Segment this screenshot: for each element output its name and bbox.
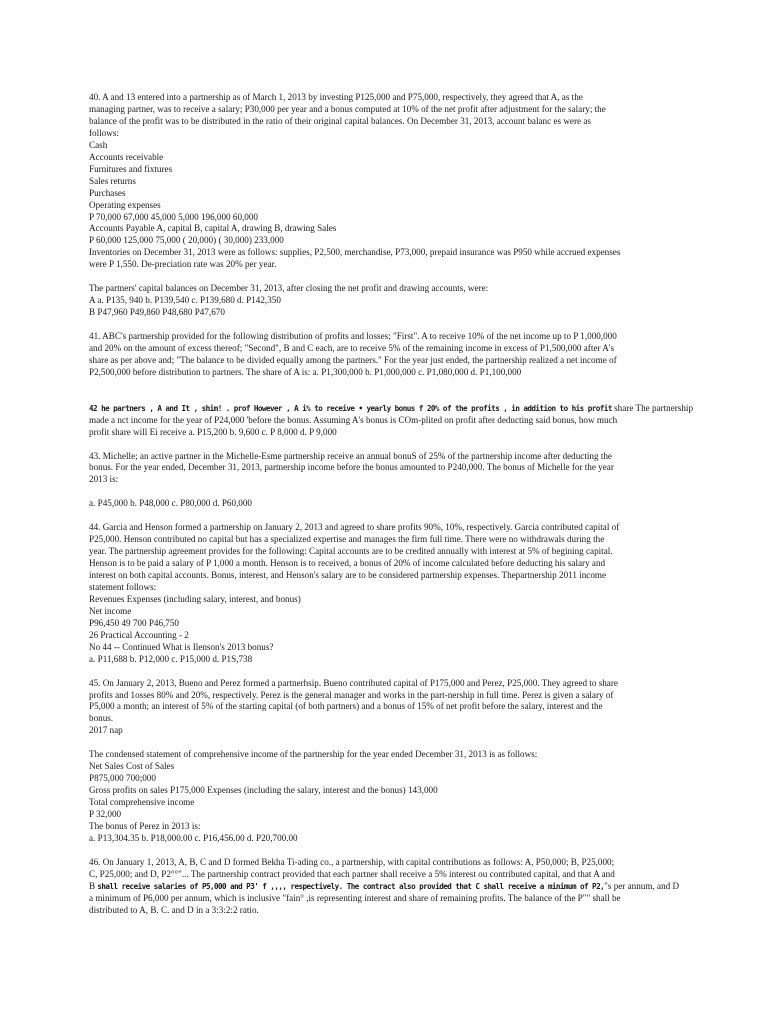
document-page [89,92,694,917]
q44-line: Revenues Expenses (including salary, interest, and bonus) [89,593,301,604]
q45-followup-line: Total comprehensive income [89,797,195,808]
q44-line: year. The partnership agreement provides for the following: Capital accounts are to be credited annually with interest at 5% of begining capital. [89,546,613,557]
q40-line: Accounts Payable A, capital B, capital A, drawing B, drawing Sales [89,223,337,234]
q40-line: were P 1,550. De-preciation rate was 20% per year. [89,259,277,270]
q40-line: Accounts receivable [89,151,164,162]
q45-followup-line: Net Sales Cost of Sales [89,761,175,772]
q46-line: C, P25,000; and D, P2°°"... The partnership contract provided that each partner shall receive a 5% interest ou contributed capital, and that A and [89,868,615,879]
q40-followup-line: The partners' capital balances on December 31, 2013, after closing the net profit and drawing accounts, were: [89,283,489,294]
q40-line: balance of the profit was to be distributed in the ratio of their original capital balances. On December 31, 2013, account balanc es were as [89,115,591,126]
q40-line: follows: [89,127,119,138]
q46-mixed-start: B [89,880,98,891]
question-40-followup [89,283,689,319]
q45-followup-line: a. P13,304.35 b. P18,000.00 c. P16,456.00 d. P20,700.00 [89,832,298,843]
question-40 [89,92,689,271]
question-44 [89,522,689,665]
question-46 [89,857,689,917]
q43-choices: a. P45,000 b. P48,000 c. P80,000 d. P60,000 [89,498,252,509]
q40-followup-line: B P47,960 P49,860 P48,680 P47,670 [89,307,225,318]
q41-line: 41. ABC's partnership provided for the following distribution of profits and losses; "First". A to receive 10% of the net income up to P 1,000,000 [89,331,617,342]
question-41 [89,331,689,379]
q45-followup-line: The condensed statement of comprehensive income of the partnership for the year ended December 31, 2013 is as follows: [89,749,538,760]
q44-line: statement follows: [89,581,157,592]
q43-line: 43. Michelle; an active partner in the Michelle-Esme partnership receive an annual bonuS of 25% of the partnership income after deducting the [89,450,612,461]
q42-line: profit share will Ei receive a. P15,200 b. 9,600 c. P 8,000 d. P 9,000 [89,426,337,437]
q40-line: Purchases [89,187,126,198]
q46-line: a minimum of P6,000 per annum, which is inclusive "fain° ,is representing interest and share of remaining profits. The balance of the P"" shall be [89,892,621,903]
q45-followup-line: P875,000 700;000 [89,773,156,784]
q42-line: made a nct income for the year of P24,000 'before the bonus. Assuming A's bonus is COm-plited on profit after deducting said bonus, how much [89,414,618,425]
q44-line: P96,450 49 700 P46,750 [89,617,179,628]
question-45-followup [89,749,689,845]
q41-line: share as per above and; "The balance to be divided equally among the partners." For the year just ended, the partnership realized a net income of [89,354,617,365]
q40-line: Sales returns [89,175,136,186]
q42-first-line [89,402,694,415]
q45-followup-line: Gross profits on sales P175,000 Expenses (including the salary, interest and the bonus) 143,000 [89,785,438,796]
question-42 [89,402,694,439]
q44-line: interest on both capital accounts. Bonus, interest, and Henson's salary are to be considered partnership expenses. Thepartnership 2011 income [89,570,607,581]
q43-line: 2013 is: [89,474,119,485]
q46-line: 46. On January 1, 2013, A, B, C and D formed Bekha Ti-ading co., a partnership, with capital contributions as follows: A, P50,000; B, P25,000; [89,856,615,867]
q45-followup-line: The bonus of Perez in 2013 is: [89,821,201,831]
q43-line: bonus. For the year ended, December 31, 2013, partnership income before the bonus amounted to P240,000. The bonus of Michelle for the year [89,462,614,473]
q46-line: distributed to A, B. C. and D in a 3:3:2:2 ratio. [89,904,259,915]
q45-line: 2017 nap [89,725,123,736]
q44-line: 26 Practical Accounting - 2 [89,629,189,640]
q40-line: Inventories on December 31, 2013 were as follows: supplies, P2,500, merchandise, P73,000, prepaid insurance was P950 while accrued expenses [89,247,621,258]
question-43-choices [89,498,689,510]
q41-line: and 20% on the amount of excess thereof; "Second", B and C each, are to receive 5% of the remaining income in excess of P1,500,000 after A's [89,342,615,353]
q45-line: P5,000 a month; an interest of 5% of the starting capital (of both partners) and a bonus of 15% of net profit before the salary, interest and the [89,701,603,712]
q45-line: 45. On January 2, 2013, Bueno and Perez formed a partnerhsip. Bueno contributed capital of P175,000 and Perez, P25,000. They agreed to share [89,677,618,688]
q42-lead-rest: share The partnership [611,402,694,413]
q45-line: profits and 1osses 80% and 20%, respectively. Perez is the general manager and works in the part-nership in full time. Perez is given a salary of [89,689,614,700]
q40-line: Cash [89,139,108,150]
q40-line: Furnitures and fixtures [89,163,173,174]
q40-line: P 60,000 125,000 75,000 ( 20,000) ( 30,000) 233,000 [89,235,284,246]
q41-line: P2,500,000 before distribution to partners. The share of A is: a. P1,300,000 b. P1,000,000 c. P1,080,000 d. P1,100,000 [89,366,522,377]
q42-lead: 42 he partners , A and It , shim! . prof However , A i% to receive • yearly bonus f 20% of the profits , in addition to his profit [89,403,612,413]
q44-line: P25,000. Henson contributed no capital but has a specialized expertise and manages the firm full time. There were no withdrawals during the [89,534,605,545]
q44-line: 44. Garcia and Henson formed a partnership on January 2, 2013 and agreed to share profits 90%, 10%, respectively. Garcia contributed capital of [89,522,620,533]
q44-line: Net income [89,605,132,616]
question-43 [89,451,689,487]
q44-line: a. P11,688 b. P12,000 c. P15,000 d. P1S,738 [89,653,253,664]
q40-line: P 70,000 67,000 45,000 5,000 196,000 60,000 [89,211,258,222]
q46-mixed-line [89,881,689,893]
q46-mixed-end: "s per annum, and D [604,880,680,891]
q44-line: No 44 -- Continued What is Ilenson's 2013 bonus? [89,641,274,652]
q45-line: bonus. [89,713,114,724]
q40-line: Operating expenses [89,199,161,210]
q46-mixed-mono: shall receive salaries of P5,000 and P3' f ,,,, respectively. The contract also provided that C shall receive a minimum of P2, [97,881,605,891]
q45-followup-line: P 32,000 [89,809,122,820]
question-45 [89,678,689,738]
q40-followup-line: A a. P135, 940 b. P139,540 c. P139,680 d. P142,350 [89,295,281,306]
q40-line: managing partner, was to receive a salary; P30,000 per year and a bonus computed at 10% of the net profit after adjustment for the salary; the [89,103,606,114]
q44-line: Henson is to be paid a salary of P 1,000 a month. Henson is to received, a bonus of 20% of income calculated before deducting his salary and [89,558,606,569]
q40-line: 40. A and 13 entered into a partnership as of March 1, 2013 by investing P125,000 and P75,000, respectively, they agreed that A, as the [89,92,583,102]
